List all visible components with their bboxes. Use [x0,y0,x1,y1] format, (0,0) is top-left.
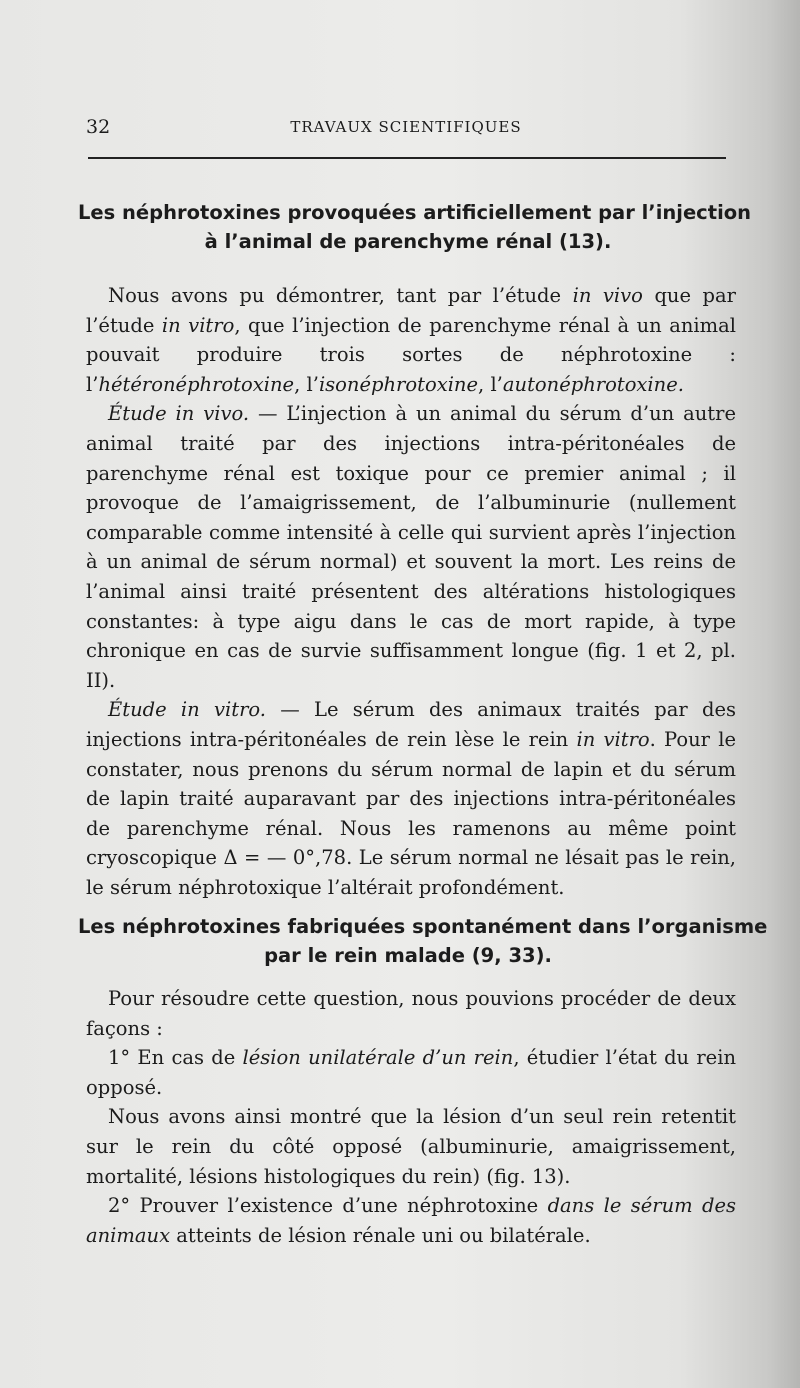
paragraph: Pour résoudre cette question, nous pouvions procéder de deux façons : [86,987,736,1040]
section-heading-1-line-1: Les néphrotoxines provoquées artificiellement par l’injection [78,201,752,224]
paragraph: Nous avons ainsi montré que la lésion d’un seul rein retentit sur le rein du côté opposé (albuminurie, amaigrissement, mortalité, lésions histologiques du rein) (fig. 13). [86,1105,736,1188]
running-title: TRAVAUX SCIENTIFIQUES [290,118,522,136]
paragraph: 1° En cas de lésion unilatérale d’un rein, étudier l’état du rein opposé. [86,1046,737,1099]
section-1-body [86,281,736,902]
section-heading-2 [78,912,768,970]
page-header [86,116,726,140]
paragraph: Étude in vivo. — L’injection à un animal du sérum d’un autre animal traité par des injections intra-péritonéales de parenchyme rénal est toxique pour ce premier animal ; il provoque de l’amaigrissement, de l’albuminurie (nullement comparable comme intensité à celle qui survient après l’injection à un animal de sérum normal) et souvent la mort. Les reins de l’animal ainsi traité présentent des altérations histologiques constantes: à type aigu dans le cas de mort rapide, à type chronique en cas de survie suffisamment longue (fig. 1 et 2, pl. II). [86,402,736,692]
section-heading-2-line-2: par le rein malade (9, 33). [264,944,552,967]
section-heading-2-line-1: Les néphrotoxines fabriquées spontanément dans l’organisme [78,915,768,938]
header-rule [88,157,726,159]
section-heading-1-line-2: à l’animal de parenchyme rénal (13). [204,230,612,253]
paragraph: 2° Prouver l’existence d’une néphrotoxine dans le sérum des animaux atteints de lésion rénale uni ou bilatérale. [86,1194,736,1247]
paragraph: Nous avons pu démontrer, tant par l’étude in vivo que par l’étude in vitro, que l’injection de parenchyme rénal à un animal pouvait produire trois sortes de néphrotoxine : l’hétéronéphrotoxine, l’isonéphrotoxine, l’autonéphrotoxine. [86,284,736,396]
paragraph: Étude in vitro. — Le sérum des animaux traités par des injections intra-péritonéales de rein lèse le rein in vitro. Pour le constater, nous prenons du sérum normal de lapin et du sérum de lapin traité auparavant par des injections intra-péritonéales de parenchyme rénal. Nous les ramenons au même point cryoscopique Δ = — 0°,78. Le sérum normal ne lésait pas le rein, le sérum néphrotoxique l’altérait profondément. [86,698,736,899]
section-2-body [86,984,736,1250]
section-heading-1 [78,198,752,256]
page-number: 32 [86,116,111,138]
